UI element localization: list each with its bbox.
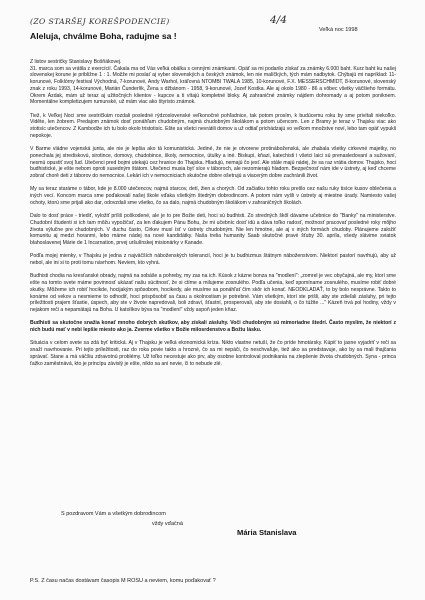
closing-thanks: vždy vďačná: [152, 521, 183, 527]
body-paragraph: Podľa mojej mienky, v Thajsku je jedna z najväčších náboženských tolerancií, hoci je tu budhizmus štátnym náboženstvom. Niektorí pastorí navrhujú, aby už nebol, ale ini si to proti tomu návrhom. Neviem, kto vyhrá.: [30, 253, 396, 267]
handwritten-page-number: 4/4: [270, 14, 287, 26]
body-paragraph: Situácia v celom svete sa zdá byť kritická. Aj v Thajsku je veľká ekonomická kríza. Nikto vlastne netuší, že čo príde hmotársky. Kúpiť to jasne vyjadriť v reči sa snaží navrhovanie. Pri tejto príležitosti, raz do roka povie takto a hrozné, čo sa mi nepáči, čo neschvaľuje, tiež ako sa predstavuje, ako by sa mali thajčania správať. Stane a má väčšiu zdravotnú problémy. Už toľko necestuje ako prv, aby osobne kontroloval podnikania na zlepšenie života chudobných. Syna - princa ťažko zaměstnává, kto je princípu závislý je ešte, nikto sa ani nevie, či to nebude zlé.: [30, 340, 396, 367]
salutation: Z listov sestričky Stanislavy Bošňákovej.: [30, 59, 122, 65]
closing-greeting: S pozdravom Vám a všetkým dobrodincom: [61, 511, 166, 517]
dateline: Veľká noc 1998: [319, 27, 358, 33]
body-paragraph: My sa teraz staráme o tábor, kde je 8.000 utečencov, najmä starcov, detí, žien a chorých. Od začiatku tohto roku prešlo cez našu ruky tisíce kusov oblečenia a iných vecí. Koncom marca sme poďakovali našej škole vďaka všetkým štedrým dobrodincom. A potom nám vyšli v ústrety aj miestne úrady. Namiesto vašej ochoty, ktorú sme prijali ako dar, odovzdali sme všetko, čo sa dalo, najmä chudobným školákom v zahraničných školách.: [30, 186, 396, 206]
signature: Mária Stanislava: [237, 528, 297, 537]
body-paragraph: Tiež, k Veľkej Noci sme sestričkám rozdali posledné rýdzoslovenské veľkonočné pohľadnice, tak potom prosím, k budúcemu roku by sme privítali niekoľko. Viděte, len žobrem. Predajom známok dosť ponáhľam chudobným, najmä chudobným školákom a potom učencom. Len z Bramy je teraz v Thajsku viac ako stotisíc utečencov. Z Kambodže ich tu bolo okolo tristotisíc. Ešte sa všetci nevrátili domov a už odtiaľ prichádzajú vo veľkom množstve noví, lebo tam opäť vypukli nepokoje.: [30, 112, 396, 139]
body-paragraph: Dalo to dosť práce - triediť, vyložiť príliš poškodené, ale je to pre Božie deti, hoci sú budhisti. Zo stredných škôl dávame učebnice do "Banky" na ministerstve. Chudobní študenti si ich tam môžu vypožičať, za len ďakujem Pánu Bohu, že mi učebníc dosť idú a dáva toľko radosť, možnosť pracovať posledné roky môjho života výlučne pre chudobných. V duchu často, Cirkev musí ísť v ústrety chudobným. Nie len hmotne, ale aj v iných formách chudoby. Plánujeme založiť komunitu aj medzi horanmi, lebo máme nádej na nové kandidátky. Naša trelia humanity Saab skutočné pravé šťuby 30. apríla, všedy slávime sviatok blahoslavenej Márie de 1 Incarnation, prvej uršulínskej misionárky v Kanade.: [30, 213, 396, 246]
body-paragraph: Budhisti chodia na kresťanské obrady, najmä na sobáše a pohreby, my zas na ich. Kúsok z kázne bonza na "modlení": „zomrel je vec obyčajná, ale my, ktorí sme ešte na tomto svete máme povinnosť ukázať našu súcitnosť, že si ctíme a milujeme zosnulého. Podľa učenia, keď spomíname zosnulého, musíme robiť dobré skutky. Môžeme ich robiť hocikde, hocijakým spôsobom, hocikedy, ale musíme sa ponáhľať čím skôr ich konať. NEODKLADAŤ, to by bolo nesprávne. Takto to konáme od vekov a nesmieme to odhodiť, hoci prispôsobiť sa času a okolnostiam je potrebné. Vám všetkým, ktorí ste prišli, aby ste zdieľali zásluhy, pri tejto príležitosti prajem šťastie, úspech, aby ste v živote napredovali, boli zdraví, šťastní, prosperovali, aby ste dosiahli, o čo túžite ..." Kázeň trvá pol hodiny, vždy v nejakom reči a nepamätajú na Boha. U katolíkov býva na "modlení" vždy aspoň jeden kňaz.: [30, 273, 396, 313]
letter-heading: Aleluja, chválme Boha, radujme sa !: [30, 31, 177, 41]
body-paragraph: V Barme vládne vojenská junta, ale nie je lepšia ako tá komunistická. Jediné, že nie je otvorene protináboženská, ale zhabala všetky cirkevné majetky, no ponechala jej strediskovú, sirotince, domovy, chudobince, školy, nemocnice, útulky a iné. Biskupi, kňazi, katechisti i všetci laici sú prenasledovaní a sužovaní, nesmú opustiť svoj ľud. Utečenci pred bojmi utekajú cez hranice do Thajska. Hladujú, nemajú čo jesť. Ale stále majú nádej, že sa raz vrátia domov. Thajsko, hoci budhistické, je ešte nebom oproti susedným štátom. Utečenci musia byť síce v táboroch, ale nezomierajú hladom. Bezpečnosť nám ide v ústrety, aj keď chceme zobrať chorě deti z táborov do nemocnice. Lekári ich v nemocniciach skutočne dobre ošetrujú a viacerým dobre zachránili život.: [30, 146, 396, 179]
handwritten-archive-note: (ZO STARŠEJ KOREŠPODENCIE): [30, 17, 170, 26]
body-paragraph: 31. marca som sa vrátila z exercícií. Čakala ma od Vás veľká obálka s cennými známkami. Opäť sa mi podarilo získať za známky 6.000 baht. Kurz baht ku našej slovenskej korune je približne 1 : 1. Možže mi poslať aj vyber slovenských a českých známok, len nie malíčkých, tých mám nadbytok. Chýbajú mi napríklad: 11-korunové, Folklórny festival Východná, 7-korunové, Andy Warhol, kráľovná NTOMBI TWALA 1985, 10-korunové, F.X. MESSERSCHMIDT, 8-korunové, slovenský znak z roku 1993, 14-korunové, Marián Čunderlík, Žena s džbánom - 1958, 9-korunové, Jozef Kostka. Ale aj okolo 1980 - 86 a vôbec všetky väčšieho formátu. Okrem Ázdak, mám už teraz aj užitočných klientov - kupcov a ti vítajú kompletné bloky. Aj zahraničné známky nájdem dohromady a aj potom poniknem. Momentálne kompletizujem rumunské, už mám viac ako štyristo známok.: [30, 65, 396, 106]
postscript: P.S. Z času načas dostávam časopis M ROSU a neviem, komu poďakovať ?: [30, 578, 216, 584]
body-paragraph: Budhisti sa skutočne snažia konať mnoho dobrých skutkov, aby získali zásluhy. Voči chudobným sú mimoriadne štedrí. Často myslím, že niektorí z nich budú mať v nebi lepšie miesto ako ja. Zverme všetko v Božie milosrdenstvo a Božiu lásku.: [30, 320, 396, 334]
